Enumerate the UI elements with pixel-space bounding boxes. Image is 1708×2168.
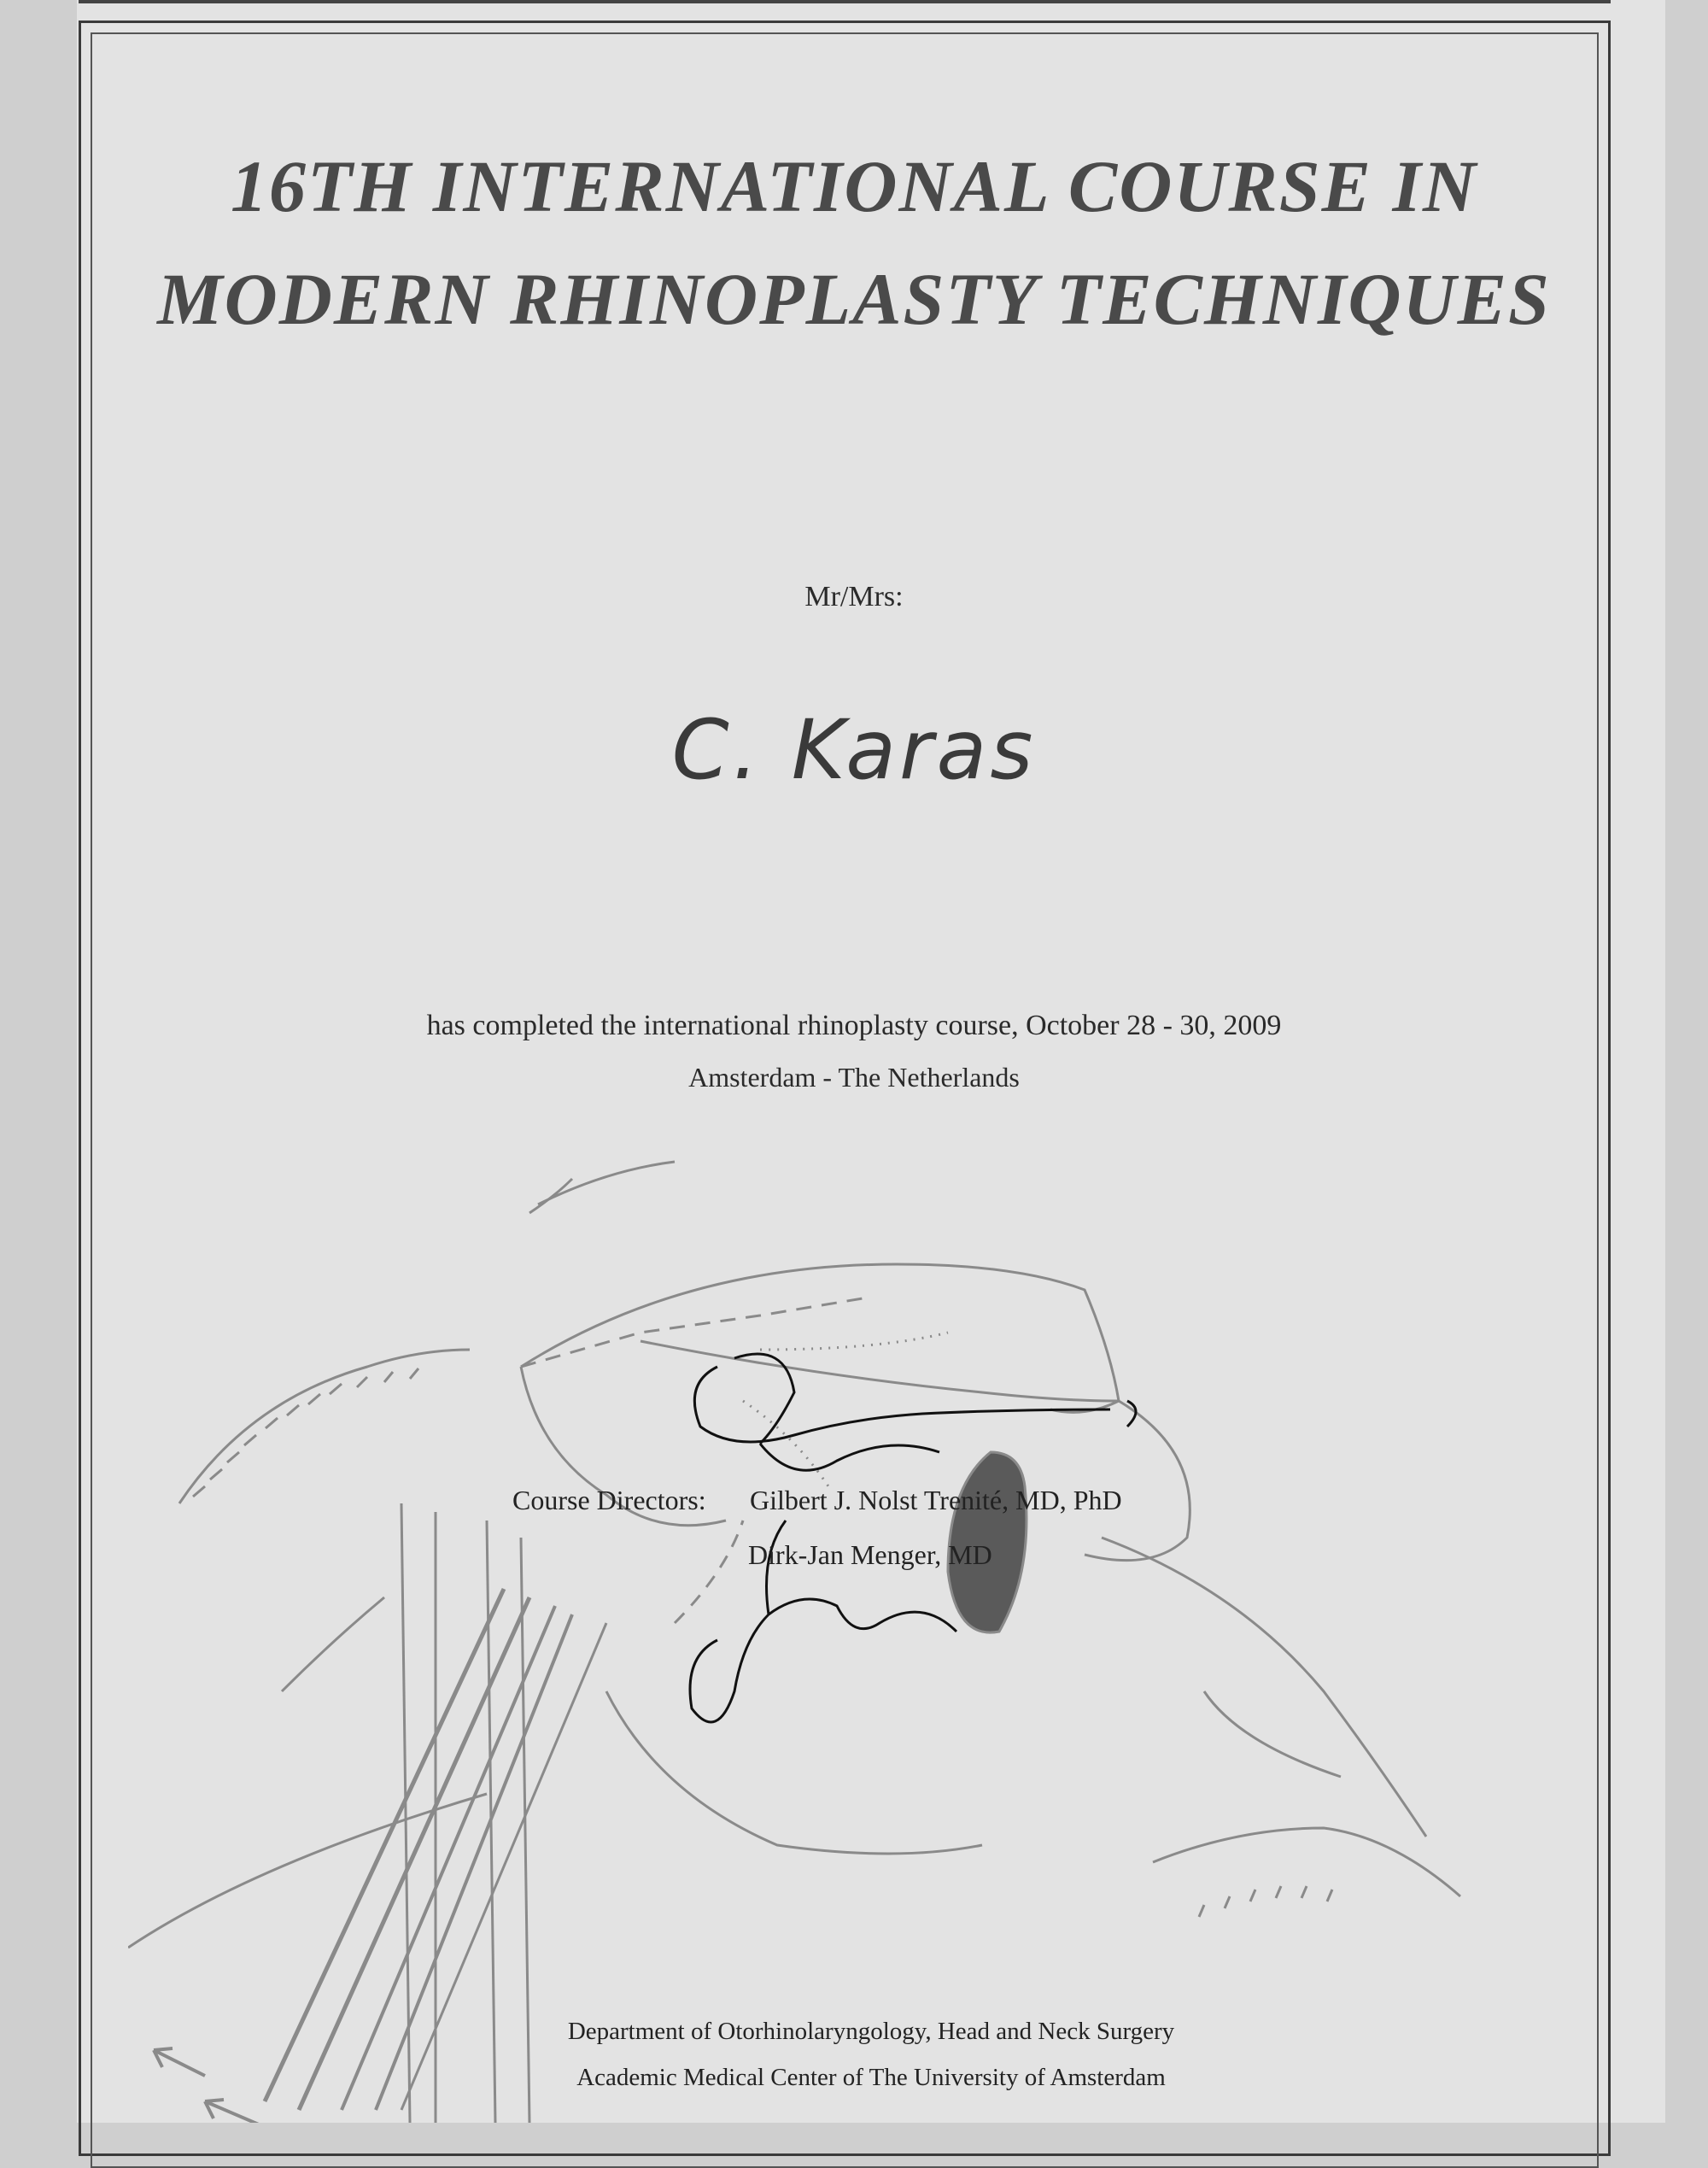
certificate-title-line-2: MODERN RHINOPLASTY TECHNIQUES: [157, 258, 1551, 340]
institution-name: Academic Medical Center of The University of Amsterdam: [576, 2064, 1166, 2091]
course-director-1: Gilbert J. Nolst Trenité, MD, PhD: [750, 1485, 1122, 1515]
completion-statement: has completed the international rhinoplasty course, October 28 - 30, 2009: [426, 1010, 1282, 1041]
department-name: Department of Otorhinolaryngology, Head and Neck Surgery: [567, 2018, 1175, 2045]
course-director-2: Dirk-Jan Menger, MD: [748, 1539, 992, 1570]
certificate-title-line-1: 16TH INTERNATIONAL COURSE IN: [230, 145, 1478, 227]
recipient-name: C. Karas: [671, 702, 1037, 798]
course-location: Amsterdam - The Netherlands: [688, 1062, 1020, 1093]
top-rule: [79, 0, 1611, 3]
salutation-label: Mr/Mrs:: [804, 581, 904, 612]
course-directors-label: Course Directors:: [512, 1485, 706, 1515]
